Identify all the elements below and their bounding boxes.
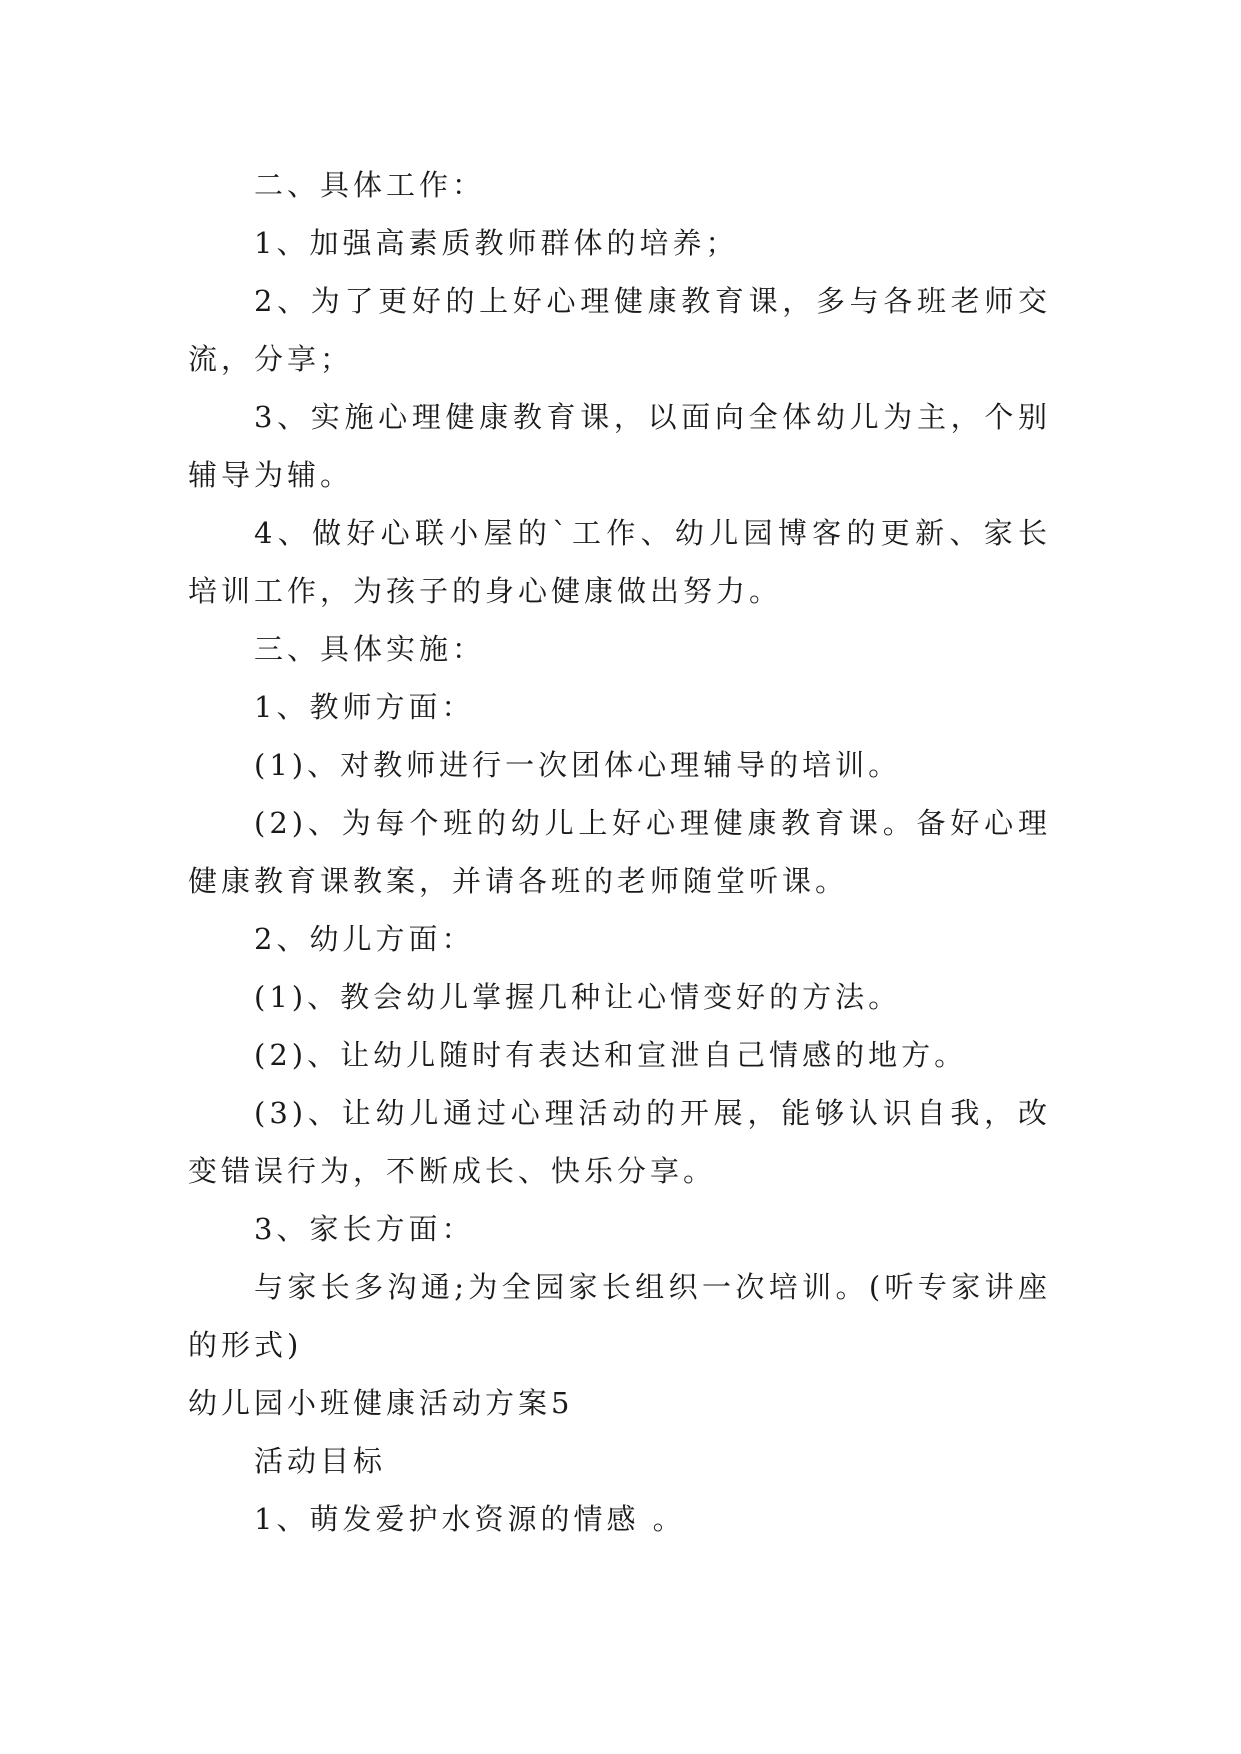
list-item: 1、加强高素质教师群体的培养； (254, 226, 739, 260)
list-item: 3、实施心理健康教育课，以面向全体幼儿为主，个别辅导为辅。 (188, 400, 1051, 492)
list-item: (2)、为每个班的幼儿上好心理健康教育课。备好心理健康教育课教案，并请各班的老师随堂听课。 (188, 806, 1051, 898)
list-item: (1)、对教师进行一次团体心理辅导的培训。 (254, 748, 902, 782)
list-item: 4、做好心联小屋的`工作、幼儿园博客的更新、家长培训工作，为孩子的身心健康做出努力。 (188, 516, 1051, 608)
document-body (188, 156, 1051, 1548)
list-item: 1、萌发爱护水资源的情感 。 (254, 1502, 686, 1536)
subheading-activity-goals: 活动目标 (254, 1444, 387, 1478)
list-item: 与家长多沟通;为全园家长组织一次培训。(听专家讲座的形式) (188, 1270, 1051, 1362)
list-item: (2)、让幼儿随时有表达和宣泄自己情感的地方。 (254, 1038, 968, 1072)
subheading-parents: 3、家长方面： (254, 1212, 475, 1246)
subheading-children: 2、幼儿方面： (254, 922, 475, 956)
subheading-teachers: 1、教师方面： (254, 690, 475, 724)
document-section-title: 幼儿园小班健康活动方案5 (188, 1386, 574, 1420)
list-item: (1)、教会幼儿掌握几种让心情变好的方法。 (254, 980, 902, 1014)
section-heading-work: 二、具体工作： (254, 168, 486, 202)
list-item: (3)、让幼儿通过心理活动的开展，能够认识自我，改变错误行为，不断成长、快乐分享。 (188, 1096, 1051, 1188)
list-item: 2、为了更好的上好心理健康教育课，多与各班老师交流，分享； (188, 284, 1051, 376)
section-heading-implementation: 三、具体实施： (254, 632, 486, 666)
